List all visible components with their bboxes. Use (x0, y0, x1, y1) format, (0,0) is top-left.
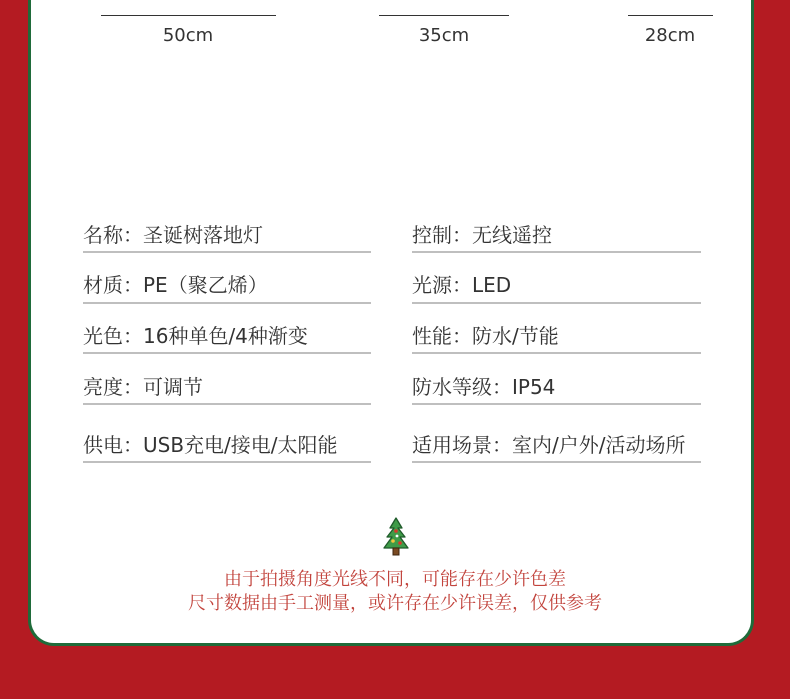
spec-divider (412, 302, 701, 304)
spec-divider (83, 461, 371, 463)
spec-control: 控制：无线遥控 (412, 223, 552, 247)
dimension-label-35: 35cm (418, 25, 470, 46)
dimension-line-35 (379, 15, 509, 16)
spec-power: 供电：USB充电/接电/太阳能 (83, 433, 338, 457)
spec-brightness: 亮度：可调节 (83, 375, 203, 399)
christmas-tree-icon (381, 517, 411, 557)
spec-divider (83, 251, 371, 253)
spec-light-color: 光色：16种单色/4种渐变 (83, 324, 308, 348)
spec-waterproof-rating: 防水等级：IP54 (412, 375, 556, 399)
spec-name: 名称：圣诞树落地灯 (83, 223, 263, 247)
spec-divider (412, 352, 701, 354)
disclaimer-color: 由于拍摄角度光线不同，可能存在少许色差 (224, 569, 566, 590)
spec-divider (412, 461, 701, 463)
dimension-line-50 (101, 15, 276, 16)
spec-divider (83, 403, 371, 405)
spec-divider (412, 251, 701, 253)
spec-usage-scenarios: 适用场景：室内/户外/活动场所 (412, 433, 686, 457)
spec-divider (83, 352, 371, 354)
disclaimer-size: 尺寸数据由手工测量，或许存在少许误差，仅供参考 (188, 593, 602, 614)
spec-divider (412, 403, 701, 405)
spec-material: 材质：PE（聚乙烯） (83, 273, 268, 297)
spec-performance: 性能：防水/节能 (412, 324, 559, 348)
dimension-label-28: 28cm (644, 25, 696, 46)
spec-divider (83, 302, 371, 304)
dimension-line-28 (628, 15, 713, 16)
spec-light-source: 光源：LED (412, 273, 512, 297)
dimension-label-50: 50cm (162, 25, 214, 46)
